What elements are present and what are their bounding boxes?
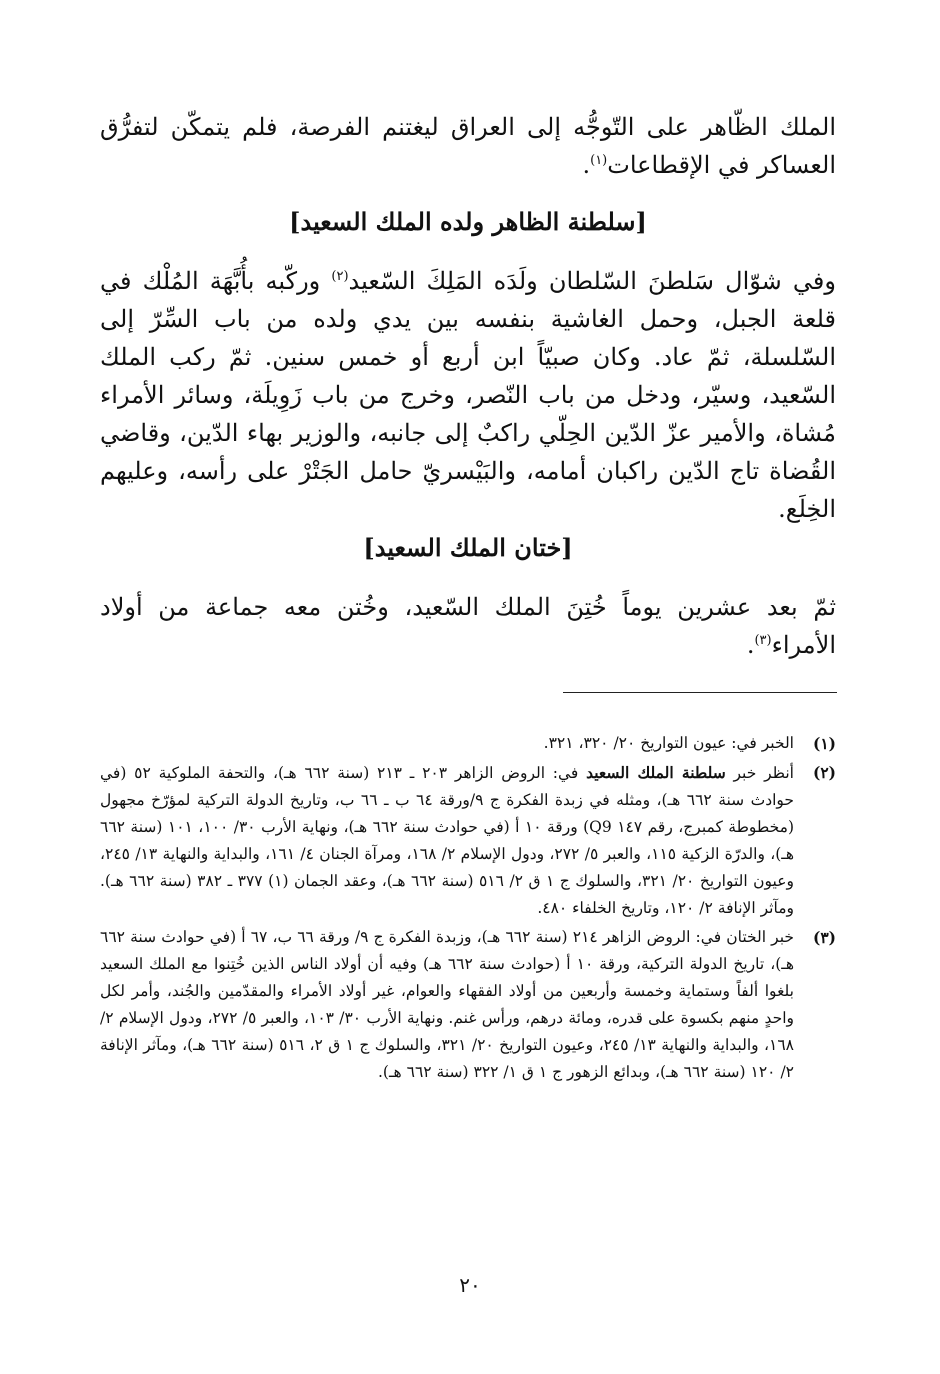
footnote-1 xyxy=(100,730,836,757)
paragraph-1-text: الملك الظّاهر على التّوجُّه إلى العراق ليغتنم الفرصة، فلم يتمكّن لتفرُّق العساكر في الإقطاعات xyxy=(100,113,836,179)
footnote-text-b: في: الروض الزاهر ٢٠٣ ـ ٢١٣ (سنة ٦٦٢ هـ)، والتحفة الملوكية ٥٢ (في حوادث سنة ٦٦٢ هـ)، ومثله في زبدة الفكرة ج ٩/ورقة ٦٤ ب ـ ٦٦ ب، وتاريخ الدولة التركية لمؤرّخ مجهول (مخطوطة كمبرج، رقم ١٤٧ Q9) ورقة ١٠ أ (في حوادث سنة ٦٦٢ هـ)، ونهاية الأرب ٣٠/ ١٠٠، ١٠١ (سنة ٦٦٢ هـ)، والدرّة الزكية ١١٥، والعبر ٥/ ٢٧٢، ودول الإسلام ٢/ ١٦٨، ومرآة الجنان ٤/ ١٦١، والبداية والنهاية ١٣/ ٢٤٥، وعيون التواريخ ٢٠/ ٣٢١، والسلوك ج ١ ق ٢/ ٥١٦ (سنة ٦٦٢ هـ)، وعقد الجمان (١) ٣٧٧ ـ ٣٨٢ (سنة ٦٦٢ هـ). ومآثر الإنافة ٢/ ١٢٠، وتاريخ الخلفاء ٤٨٠. xyxy=(100,764,795,917)
paragraph-2-text-a: وفي شوّال سَلطنَ السّلطان ولَدَه المَلِكَ السّعيد xyxy=(348,267,836,295)
footnotes xyxy=(100,730,836,1088)
footnote-text: خبر الختان في: الروض الزاهر ٢١٤ (سنة ٦٦٢ هـ)، وزبدة الفكرة ج ٩/ ورقة ٦٦ ب، ٦٧ أ (في حوادث سنة ٦٦٢ هـ)، تاريخ الدولة التركية، ورقة ١٠ أ (حوادث سنة ٦٦٢ هـ) وفيه أن أولاد الناس الذين خُتِنوا مع الملك السعيد بلغوا ألفاً وستماية وخمسة وأربعين من أولاد الفقهاء والعوام، غير أولاد الأمراء والمقدّمين والجُند، وأمر لكل واحدٍ منهم بكسوة على قدره، ومائة درهم، ورأس غنم. ونهاية الأرب ٣٠/ ١٠٣، والعبر ٥/ ٢٧٢، ودول الإسلام ٢/ ١٦٨، والبداية والنهاية ١٣/ ٢٤٥، وعيون التواريخ ٢٠/ ٣٢١، والسلوك ج ١ ق ٢، ٥١٦ (سنة ٦٦٢ هـ)، ومآثر الإنافة ٢/ ١٢٠ (سنة ٦٦٢ هـ)، وبدائع الزهور ج ١ ق ١/ ٣٢٢ (سنة ٦٦٢ هـ). xyxy=(100,928,794,1081)
footnote-text: الخبر في: عيون التواريخ ٢٠/ ٣٢٠، ٣٢١. xyxy=(543,734,794,752)
footnote-number: (١) xyxy=(812,734,836,753)
paragraph-2 xyxy=(100,262,836,528)
footnote-number: (٣) xyxy=(812,928,836,947)
section-heading-sultanate: [سلطنة الظاهر ولده الملك السعيد] xyxy=(289,207,647,236)
footnote-number: (٢) xyxy=(812,763,836,782)
paragraph-3-text: ثمّ بعد عشرين يوماً خُتِنَ الملك السّعيد، وخُتن معه جماعة من أولاد الأمراء xyxy=(100,593,836,659)
footnote-bold-title: سلطنة الملك السعيد xyxy=(586,763,726,782)
footnote-2 xyxy=(100,759,836,922)
footnote-ref-3: (٣) xyxy=(754,633,772,648)
paragraph-2-text-b: وركّبه بأُبَّهَة المُلْك في قلعة الجبل، وحمل الغاشية بنفسه بين يدي ولده من باب السِّرّ إلى السّلسلة، ثمّ عاد. وكان صبيّاً ابن أربع أو خمس سنين. ثمّ ركب الملك السّعيد، وسيّر، ودخل من باب النّصر، وخرج من باب زَوِيلَة، وسائر الأمراء مُشاة، والأمير عزّ الدّين الحِلّي راكبٌ إلى جانبه، والوزير بهاء الدّين، وقاضي القُضاة تاج الدّين راكبان أمامه، والبَيْسريّ حامل الجَتْرْ على رأسه، وعليهم الخِلَع. xyxy=(100,267,836,523)
paragraph-3 xyxy=(100,588,836,664)
footnote-separator xyxy=(563,692,837,693)
section-heading-circumcision: [ختان الملك السعيد] xyxy=(363,533,573,562)
footnote-ref-1: (١) xyxy=(590,153,608,168)
footnote-ref-2: (٢) xyxy=(331,269,349,284)
footnote-3 xyxy=(100,924,836,1086)
paragraph-1-end: . xyxy=(582,151,591,179)
paragraph-1 xyxy=(100,108,836,184)
footnote-text-a: أنظر خبر xyxy=(725,764,794,782)
page-number: ٢٠ xyxy=(459,1273,481,1297)
paragraph-3-end: . xyxy=(746,631,755,659)
footnote-text xyxy=(100,759,800,922)
